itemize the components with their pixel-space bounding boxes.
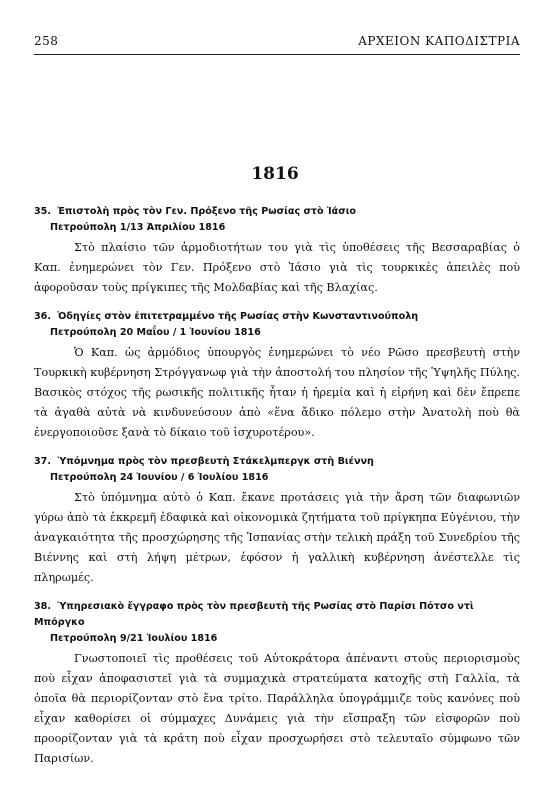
entries-list [34, 204, 520, 780]
entry-summary: Στὸ πλαίσιο τῶν ἁρμοδιοτήτων του γιὰ τὶς ὑποθέσεις τῆς Βεσσαραβίας ὁ Καπ. ἐνημερώνει τὸν Γεν. Πρόξενο στὸ Ἰάσιο γιὰ τὶς τουρκικὲς ἀπειλὲς ποὺ ἀφοροῦσαν τοὺς πρίγκιπες τῆς Μολδαβίας καὶ τῆς Βλαχίας. [34, 241, 520, 294]
running-head [34, 34, 520, 48]
entry-place-date: Πετρούπολη 9/21 Ἰουλίου 1816 [50, 633, 218, 644]
entry-38 [34, 599, 520, 769]
year-heading: 1816 [251, 164, 299, 184]
entry-title: Ὑπόμνημα πρὸς τὸν πρεσβευτὴ Στάκελμπεργκ στὴ Βιέννη [57, 456, 374, 467]
entry-number: 36. [34, 311, 51, 322]
entry-35 [34, 204, 520, 298]
running-title: ΑΡΧΕΙΟΝ ΚΑΠΟΔΙΣΤΡΙΑ [358, 34, 520, 48]
entry-36 [34, 309, 520, 443]
entry-number: 37. [34, 456, 51, 467]
entry-place-date: Πετρούπολη 24 Ἰουνίου / 6 Ἰουλίου 1816 [50, 472, 269, 483]
entry-place-date: Πετρούπολη 1/13 Ἀπριλίου 1816 [50, 222, 226, 233]
header-rule [34, 54, 520, 55]
entry-title: Ἐπιστολὴ πρὸς τὸν Γεν. Πρόξενο τῆς Ρωσίας στὸ Ἰάσιο [57, 206, 357, 217]
entry-title: Ὁδηγίες στὸν ἐπιτετραμμένο τῆς Ρωσίας στὴν Κωνσταντινούπολη [57, 311, 419, 322]
entry-summary: Ὁ Καπ. ὡς ἁρμόδιος ὑπουργὸς ἐνημερώνει τὸ νέο Ρῶσο πρεσβευτὴ στὴν Τουρκικὴ κυβέρνηση Στρόγγανωφ γιὰ τὴν ἀποστολή του πλησίον τῆς Ὑψηλῆς Πύλης. Βασικὸς στόχος τῆς ρωσικῆς πολιτικῆς ἦταν ἡ ἠρεμία καὶ ἡ εἰρήνη καὶ δὲν ἔπρεπε τὰ ἀγαθὰ αὐτὰ νὰ κινδυνεύσουν ἀπὸ «ἕνα ἄδικο πόλεμο στὴν Ἀνατολὴ ποὺ θὰ ἐνεργοποιοῦσε ξανὰ τὸ δίκαιο τοῦ ἰσχυροτέρου». [34, 346, 520, 439]
entry-summary: Στὸ ὑπόμνημα αὐτὸ ὁ Καπ. ἔκανε προτάσεις γιὰ τὴν ἄρση τῶν διαφωνιῶν γύρω ἀπὸ τὰ ἐκκρεμῆ ἐδαφικὰ καὶ οἰκονομικὰ ζητήματα τοῦ πρίγκηπα Εὐγένιου, τὴν ἀναγκαιότητα τῆς προσχώρησης τῆς Ἱσπανίας στὴν τελικὴ πράξη τοῦ Συνεδρίου τῆς Βιέννης καὶ στὴ λήψη μέτρων, ἐφόσον ἡ γαλλικὴ κυβέρνηση ἀνέστελλε τὶς πληρωμές. [34, 491, 520, 584]
entry-number: 35. [34, 206, 51, 217]
entry-summary: Γνωστοποιεῖ τὶς προθέσεις τοῦ Αὐτοκράτορα ἀπέναντι στοὺς περιορισμοὺς ποὺ εἶχαν ἀποφασιστεῖ γιὰ τὰ συμμαχικὰ στρατεύματα κατοχῆς στὴ Γαλλία, τὰ ὁποῖα θὰ περιορίζονταν στὸ ἕνα τρίτο. Παράλληλα ὑπογράμμιζε τοὺς κανόνες ποὺ εἶχαν καθορίσει οἱ σύμμαχες Δυνάμεις γιὰ τὴν εἴσπραξη τῶν εἰσφορῶν ποὺ προορίζονταν γιὰ τὰ κράτη ποὺ εἶχαν προσχωρήσει στὸ τελευταῖο σύμφωνο τῶν Παρισίων. [34, 652, 520, 765]
entry-number: 38. [34, 601, 51, 612]
page-number: 258 [34, 34, 59, 48]
entry-place-date: Πετρούπολη 20 Μαΐου / 1 Ἰουνίου 1816 [50, 327, 261, 338]
entry-title: Ὑπηρεσιακὸ ἔγγραφο πρὸς τὸν πρεσβευτὴ τῆς Ρωσίας στὸ Παρίσι Πότσο ντὶ Μπόργκο [34, 601, 474, 628]
entry-37 [34, 454, 520, 588]
